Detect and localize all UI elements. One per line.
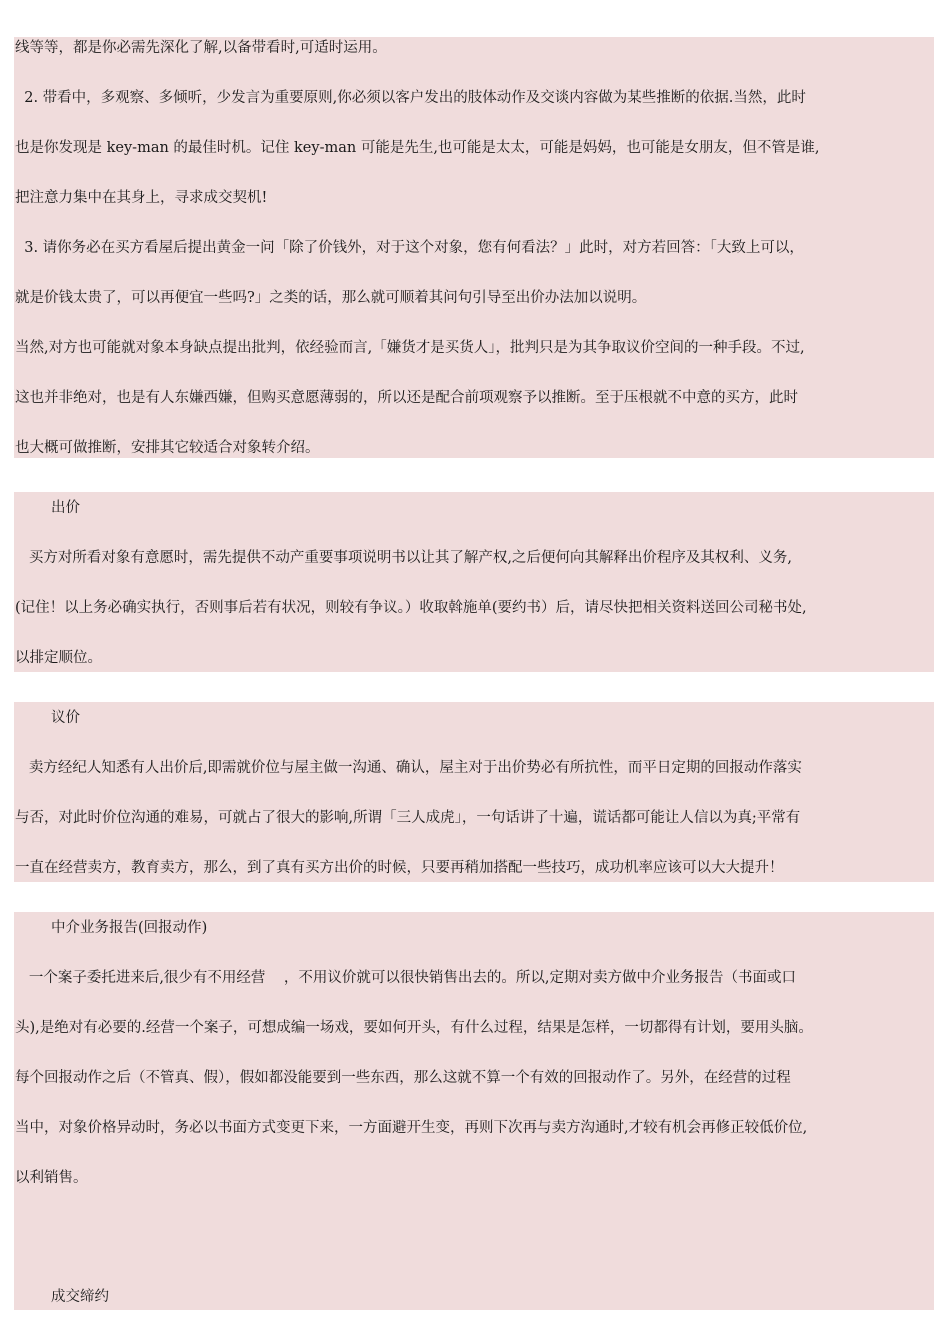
paragraph-line: 当中，对象价格异动时，务必以书面方式变更下来，一方面避开生变，再则下次再与卖方沟通时,才较有机会再修正较低价位, bbox=[15, 1120, 808, 1136]
paragraph-line: 也是你发现是 key-man 的最佳时机。记住 key-man 可能是先生,也可能是太太，可能是妈妈，也可能是女朋友，但不管是谁, bbox=[15, 140, 820, 156]
paragraph-line: 以利销售。 bbox=[15, 1170, 88, 1186]
paragraph-line: 把注意力集中在其身上，寻求成交契机! bbox=[15, 190, 268, 206]
paragraph-line: 就是价钱太贵了，可以再便宜一些吗?」之类的话，那么就可顺着其问句引导至出价办法加以说明。 bbox=[15, 290, 647, 306]
paragraph-line: 与否，对此时价位沟通的难易，可就占了很大的影响,所谓「三人成虎」，一句话讲了十遍，谎话都可能让人信以为真;平常有 bbox=[15, 810, 801, 826]
paragraph-line: (记住！以上务必确实执行，否则事后若有状况，则较有争议。）收取斡施单(要约书）后，请尽快把相关资料送回公司秘书处, bbox=[15, 600, 807, 616]
paragraph-line: 3. 请你务必在买方看屋后提出黄金一问「除了价钱外，对于这个对象，您有何看法？」此时，对方若回答：「大致上可以， bbox=[15, 240, 804, 256]
paragraph-line: 每个回报动作之后（不管真、假），假如都没能要到一些东西，那么这就不算一个有效的回报动作了。另外，在经营的过程 bbox=[15, 1070, 791, 1086]
highlight-band bbox=[14, 702, 934, 882]
section-heading-closing: 成交缔约 bbox=[51, 1289, 109, 1305]
paragraph-line: 2. 带看中，多观察、多倾听，少发言为重要原则,你必须以客户发出的肢体动作及交谈内容做为某些推断的依据.当然，此时 bbox=[15, 90, 806, 106]
paragraph-line: 这也并非绝对，也是有人东嫌西嫌，但购买意愿薄弱的，所以还是配合前项观察予以推断。至于压根就不中意的买方，此时 bbox=[15, 390, 798, 406]
paragraph-line: 一直在经营卖方，教育卖方，那么，到了真有买方出价的时候，只要再稍加搭配一些技巧，成功机率应该可以大大提升！ bbox=[15, 860, 784, 876]
paragraph-line: 一个案子委托进来后,很少有不用经营 ，不用议价就可以很快销售出去的。所以,定期对卖方做中介业务报告（书面或口 bbox=[15, 970, 796, 986]
section-heading-offer: 出价 bbox=[51, 500, 80, 516]
section-heading-negotiation: 议价 bbox=[51, 710, 80, 726]
highlight-band bbox=[14, 492, 934, 672]
section-heading-report: 中介业务报告(回报动作) bbox=[51, 920, 208, 936]
paragraph-line: 也大概可做推断，安排其它较适合对象转介绍。 bbox=[15, 440, 320, 456]
paragraph-line: 买方对所看对象有意愿时，需先提供不动产重要事项说明书以让其了解产权,之后便何向其解释出价程序及其权利、义务, bbox=[15, 550, 793, 566]
paragraph-line: 当然,对方也可能就对象本身缺点提出批判，依经验而言,「嫌货才是买货人」，批判只是为其争取议价空间的一种手段。不过, bbox=[15, 340, 805, 356]
paragraph-line: 头),是绝对有必要的.经营一个案子，可想成编一场戏，要如何开头，有什么过程，结果是怎样，一切都得有计划，要用头脑。 bbox=[15, 1020, 813, 1036]
paragraph-line: 以排定顺位。 bbox=[15, 650, 102, 666]
paragraph-line: 卖方经纪人知悉有人出价后,即需就价位与屋主做一沟通、确认，屋主对于出价势必有所抗性，而平日定期的回报动作落实 bbox=[15, 760, 802, 776]
paragraph-line: 线等等，都是你必需先深化了解,以备带看时,可适时运用。 bbox=[15, 40, 387, 56]
